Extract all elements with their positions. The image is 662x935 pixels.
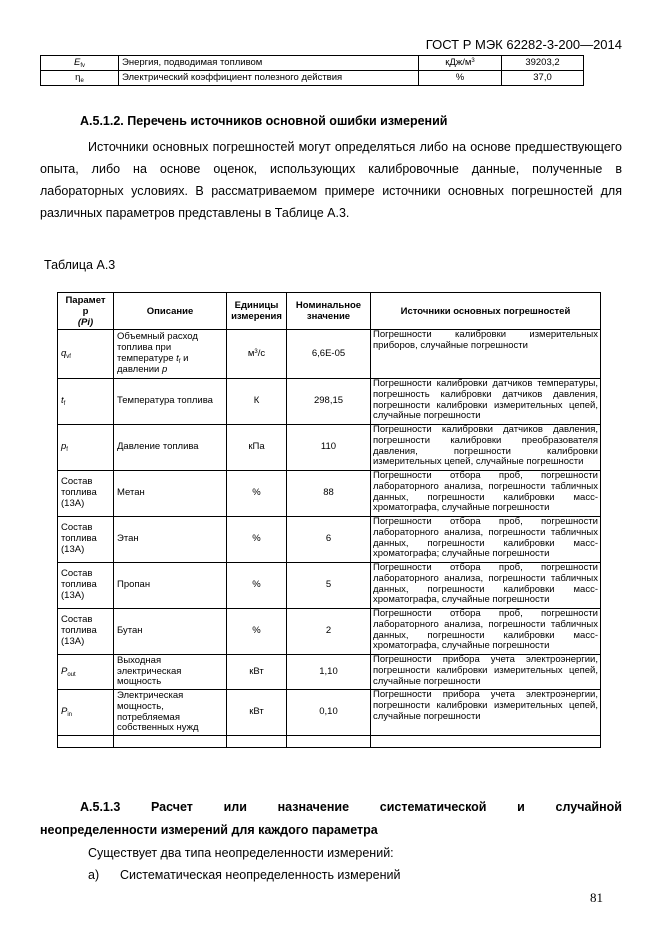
description-cell: Выходная электрическая мощность (114, 655, 227, 690)
sources-cell: Погрешности отбора проб, погрешности лабораторного анализа, погрешности табличных данных, погрешности калибровки масс-хроматографа, случайные погрешности (371, 563, 601, 609)
list-item-text: Систематическая неопределенность измерений (120, 868, 401, 882)
sources-cell: Погрешности отбора проб, погрешности лабораторного анализа, погрешности табличных данных, погрешности калибровки масс-хроматографа; случайные погрешности (371, 517, 601, 563)
unit-cell: кПа (227, 425, 287, 471)
parameter-cell: $p_f$ (58, 425, 114, 471)
document-header: ГОСТ Р МЭК 62282-3-200—2014 (425, 37, 622, 52)
sources-cell: Погрешности прибора учета электроэнергии, погрешности калибровки измерительных цепей, случайные погрешности (371, 690, 601, 736)
header-description: Описание (114, 293, 227, 330)
unit-cell: % (227, 563, 287, 609)
paragraph-text: Источники основных погрешностей могут определяться либо на основе предшествующего опыта, либо на основе оценок, использующих калибровочные данные, полученные в лабораторных условиях. В рассматриваемом примере источники основных погрешностей для различных параметров представлены в Таблице А.3. (40, 140, 622, 220)
description-cell: Пропан (114, 563, 227, 609)
table-row (58, 690, 601, 736)
unit-cell: К (227, 379, 287, 425)
section-subtitle: А.5.1.2. Перечень источников основной ошибки измерений (80, 114, 448, 128)
sources-cell: Погрешности прибора учета электроэнергии, погрешности калибровки измерительных цепей, случайные погрешности (371, 655, 601, 690)
description-cell: Этан (114, 517, 227, 563)
nominal-cell: 88 (287, 471, 371, 517)
table-row (41, 71, 584, 86)
table-caption: Таблица А.3 (44, 258, 116, 272)
description-cell: Метан (114, 471, 227, 517)
symbol-cell: $\eta_e$ (41, 71, 119, 86)
nominal-cell: 6 (287, 517, 371, 563)
intro-paragraph (40, 136, 622, 224)
sources-cell: Погрешности отбора проб, погрешности лабораторного анализа, погрешности табличных данных, погрешности калибровки масс-хроматографа, случайные погрешности (371, 471, 601, 517)
unit-cell: % (419, 71, 502, 86)
nominal-cell: 298,15 (287, 379, 371, 425)
energy-efficiency-table (40, 55, 584, 86)
table-row (58, 655, 601, 690)
empty-cell (58, 736, 114, 748)
sources-cell: Погрешности калибровки датчиков температуры, погрешность калибровки датчиков давления, погрешности калибровки измерительных цепей, случайные погрешности (371, 379, 601, 425)
list-item (88, 868, 400, 882)
unit-cell: % (227, 471, 287, 517)
error-sources-table (57, 292, 601, 748)
description-cell: Давление топлива (114, 425, 227, 471)
nominal-cell: 0,10 (287, 690, 371, 736)
unit-cell: $м^3/с$ (227, 330, 287, 379)
table-row (41, 56, 584, 71)
parameter-cell: Состав топлива (13A) (58, 563, 114, 609)
description-cell: Температура топлива (114, 379, 227, 425)
nominal-cell: 6,6E-05 (287, 330, 371, 379)
description-cell: Электрический коэффициент полезного действия (119, 71, 419, 86)
empty-cell (227, 736, 287, 748)
unit-cell: % (227, 609, 287, 655)
table-header-row (58, 293, 601, 330)
nominal-cell: 5 (287, 563, 371, 609)
header-sources: Источники основных погрешностей (371, 293, 601, 330)
table-row-empty (58, 736, 601, 748)
header-parameter: Парамет р (Pi) (58, 293, 114, 330)
parameter-cell: $P_{in}$ (58, 690, 114, 736)
parameter-cell: Состав топлива (13A) (58, 517, 114, 563)
nominal-cell: 110 (287, 425, 371, 471)
page-number: 81 (590, 890, 603, 905)
unit-cell: кВт (227, 655, 287, 690)
empty-cell (114, 736, 227, 748)
section-heading-line2: неопределенности измерений для каждого параметра (40, 823, 378, 837)
header-nominal: Номинальное значение (287, 293, 371, 330)
parameter-cell: Состав топлива (13A) (58, 471, 114, 517)
unit-cell: кВт (227, 690, 287, 736)
header-unit: Единицы измерения (227, 293, 287, 330)
description-cell: Энергия, подводимая топливом (119, 56, 419, 71)
table-row (58, 379, 601, 425)
parameter-cell: $t_f$ (58, 379, 114, 425)
table-row (58, 330, 601, 379)
list-item-label: а) (88, 868, 100, 882)
description-cell: Бутан (114, 609, 227, 655)
section-heading-line1: А.5.1.3 Расчет или назначение систематической и случайной (80, 800, 622, 814)
nominal-cell: 2 (287, 609, 371, 655)
unit-cell: кДж/$м^3$ (419, 56, 502, 71)
parameter-cell: Состав топлива (13A) (58, 609, 114, 655)
description-cell: Объемный расход топлива при температуре $t_f$ и давлении p (114, 330, 227, 379)
sources-cell: Погрешности калибровки измерительных приборов, случайные погрешности (371, 330, 601, 379)
parameter-cell: $q_{vf}$ (58, 330, 114, 379)
uncertainty-types-paragraph: Существует два типа неопределенности измерений: (88, 846, 394, 860)
table-row (58, 609, 601, 655)
symbol-cell: $E_{fv}$ (41, 56, 119, 71)
nominal-cell: 1,10 (287, 655, 371, 690)
sources-cell: Погрешности калибровки датчиков давления, погрешности калибровки преобразователя давления, погрешности калибровки измерительных цепей, случайные погрешности (371, 425, 601, 471)
sources-cell: Погрешности отбора проб, погрешности лабораторного анализа, погрешности табличных данных, погрешности калибровки масс-хроматографа, случайные погрешности (371, 609, 601, 655)
parameter-cell: $P_{out}$ (58, 655, 114, 690)
table-row (58, 471, 601, 517)
value-cell: 37,0 (502, 71, 584, 86)
table-row (58, 563, 601, 609)
unit-cell: % (227, 517, 287, 563)
table-row (58, 425, 601, 471)
description-cell: Электрическая мощность, потребляемая собственных нужд (114, 690, 227, 736)
empty-cell (371, 736, 601, 748)
table-row (58, 517, 601, 563)
value-cell: 39203,2 (502, 56, 584, 71)
empty-cell (287, 736, 371, 748)
